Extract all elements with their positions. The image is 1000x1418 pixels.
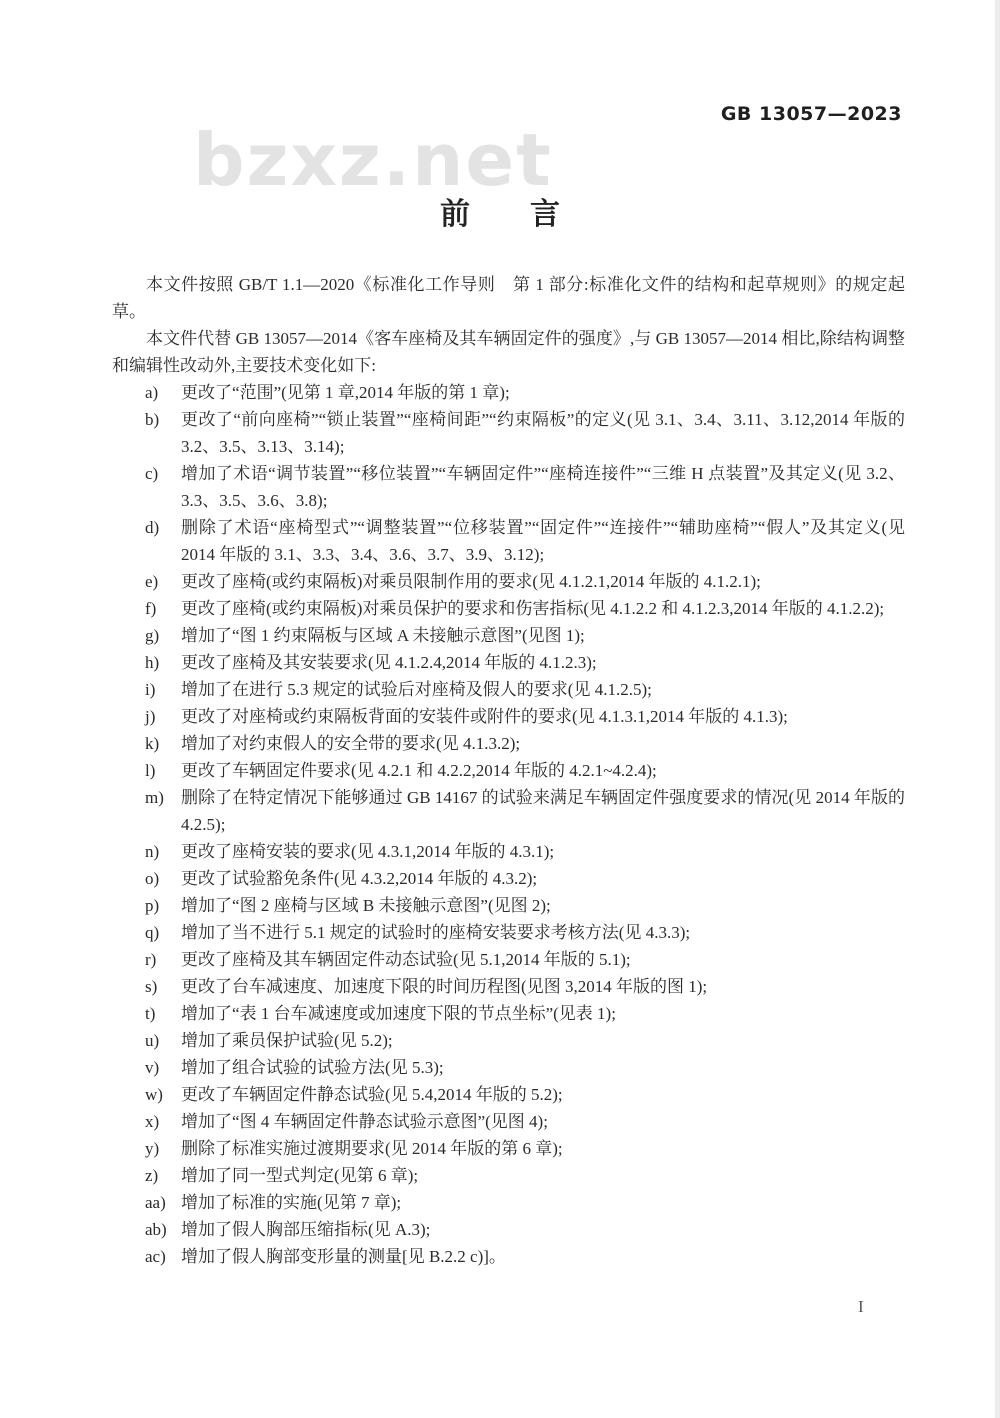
- item-label: f): [145, 599, 157, 618]
- list-item: [145, 730, 905, 757]
- item-label: ab): [145, 1220, 167, 1239]
- list-item: [145, 379, 905, 406]
- list-item: [145, 919, 905, 946]
- item-label: o): [145, 869, 160, 888]
- list-item: [145, 676, 905, 703]
- item-label: y): [145, 1139, 160, 1158]
- item-label: l): [145, 761, 156, 780]
- list-item: [145, 1054, 905, 1081]
- item-label: n): [145, 842, 160, 861]
- item-text: 更改了“前向座椅”“锁止装置”“座椅间距”“约束隔板”的定义(见 3.1、3.4、3.11、3.12,2014 年版的 3.2、3.5、3.13、3.14);: [181, 410, 905, 456]
- list-item: [145, 1081, 905, 1108]
- item-text: 更改了车辆固定件要求(见 4.2.1 和 4.2.2,2014 年版的 4.2.1~4.2.4);: [181, 761, 657, 780]
- item-text: 更改了座椅及其车辆固定件动态试验(见 5.1,2014 年版的 5.1);: [181, 950, 631, 969]
- watermark: bzxz.net: [193, 118, 553, 202]
- item-text: 更改了台车减速度、加速度下限的时间历程图(见图 3,2014 年版的图 1);: [181, 977, 708, 996]
- list-item: [145, 1162, 905, 1189]
- list-item: [145, 865, 905, 892]
- item-text: 增加了假人胸部压缩指标(见 A.3);: [181, 1220, 431, 1239]
- list-item: [145, 460, 905, 514]
- item-label: g): [145, 626, 160, 645]
- item-label: q): [145, 923, 160, 942]
- list-item: [145, 1108, 905, 1135]
- item-text: 增加了在进行 5.3 规定的试验后对座椅及假人的要求(见 4.1.2.5);: [181, 680, 652, 699]
- list-item: [145, 703, 905, 730]
- item-label: aa): [145, 1193, 166, 1212]
- list-item: [145, 1000, 905, 1027]
- list-item: [145, 1216, 905, 1243]
- list-item: [145, 1135, 905, 1162]
- item-label: w): [145, 1085, 163, 1104]
- item-label: v): [145, 1058, 160, 1077]
- item-text: 更改了座椅及其安装要求(见 4.1.2.4,2014 年版的 4.1.2.3);: [181, 653, 597, 672]
- item-label: m): [145, 788, 164, 807]
- list-item: [145, 622, 905, 649]
- item-text: 删除了术语“座椅型式”“调整装置”“位移装置”“固定件”“连接件”“辅助座椅”“假人”及其定义(见 2014 年版的 3.1、3.3、3.4、3.6、3.7、3.9、3.12);: [181, 518, 905, 564]
- item-text: 更改了试验豁免条件(见 4.3.2,2014 年版的 4.3.2);: [181, 869, 538, 888]
- list-item: [145, 406, 905, 460]
- item-text: 增加了术语“调节装置”“移位装置”“车辆固定件”“座椅连接件”“三维 H 点装置”及其定义(见 3.2、3.3、3.5、3.6、3.8);: [181, 464, 905, 510]
- intro-paragraph: 本文件代替 GB 13057—2014《客车座椅及其车辆固定件的强度》,与 GB 13057—2014 相比,除结构调整和编辑性改动外,主要技术变化如下:: [112, 329, 905, 375]
- item-text: 增加了标准的实施(见第 7 章);: [181, 1193, 402, 1212]
- item-text: 更改了“范围”(见第 1 章,2014 年版的第 1 章);: [181, 383, 510, 402]
- item-label: c): [145, 464, 159, 483]
- item-label: s): [145, 977, 158, 996]
- item-text: 更改了座椅(或约束隔板)对乘员保护的要求和伤害指标(见 4.1.2.2 和 4.1.2.3,2014 年版的 4.1.2.2);: [181, 599, 885, 618]
- item-label: u): [145, 1031, 160, 1050]
- item-label: p): [145, 896, 160, 915]
- intro-paragraph: 本文件按照 GB/T 1.1—2020《标准化工作导则 第 1 部分:标准化文件的结构和起草规则》的规定起草。: [112, 275, 905, 321]
- list-item: [145, 1027, 905, 1054]
- item-label: x): [145, 1112, 160, 1131]
- item-label: e): [145, 572, 159, 591]
- item-text: 增加了对约束假人的安全带的要求(见 4.1.3.2);: [181, 734, 521, 753]
- list-item: [145, 784, 905, 838]
- list-item: [145, 568, 905, 595]
- item-label: d): [145, 518, 160, 537]
- list-item: [145, 595, 905, 622]
- item-text: 增加了“表 1 台车减速度或加速度下限的节点坐标”(见表 1);: [181, 1004, 616, 1023]
- page-number: I: [858, 1297, 864, 1316]
- item-text: 删除了标准实施过渡期要求(见 2014 年版的第 6 章);: [181, 1139, 563, 1158]
- list-item: [145, 838, 905, 865]
- list-item: [145, 946, 905, 973]
- change-list: [112, 379, 905, 1270]
- item-text: 更改了车辆固定件静态试验(见 5.4,2014 年版的 5.2);: [181, 1085, 563, 1104]
- item-label: b): [145, 410, 160, 429]
- item-text: 增加了同一型式判定(见第 6 章);: [181, 1166, 419, 1185]
- list-item: [145, 973, 905, 1000]
- list-item: [145, 1189, 905, 1216]
- item-label: z): [145, 1166, 159, 1185]
- item-label: h): [145, 653, 160, 672]
- item-label: a): [145, 383, 159, 402]
- item-text: 增加了假人胸部变形量的测量[见 B.2.2 c)]。: [181, 1247, 506, 1266]
- list-item: [145, 649, 905, 676]
- item-label: r): [145, 950, 157, 969]
- foreword-content: [112, 271, 905, 1270]
- item-label: k): [145, 734, 160, 753]
- item-text: 增加了“图 4 车辆固定件静态试验示意图”(见图 4);: [181, 1112, 548, 1131]
- item-label: ac): [145, 1247, 166, 1266]
- item-text: 更改了座椅安装的要求(见 4.3.1,2014 年版的 4.3.1);: [181, 842, 555, 861]
- item-text: 增加了当不进行 5.1 规定的试验时的座椅安装要求考核方法(见 4.3.3);: [181, 923, 691, 942]
- list-item: [145, 892, 905, 919]
- list-item: [145, 757, 905, 784]
- foreword-title: 前 言: [440, 198, 560, 231]
- item-text: 更改了座椅(或约束隔板)对乘员限制作用的要求(见 4.1.2.1,2014 年版的 4.1.2.1);: [181, 572, 761, 591]
- item-label: i): [145, 680, 156, 699]
- item-text: 增加了“图 2 座椅与区域 B 未接触示意图”(见图 2);: [181, 896, 551, 915]
- list-item: [145, 514, 905, 568]
- item-text: 删除了在特定情况下能够通过 GB 14167 的试验来满足车辆固定件强度要求的情况(见 2014 年版的 4.2.5);: [181, 788, 905, 834]
- item-text: 增加了乘员保护试验(见 5.2);: [181, 1031, 393, 1050]
- item-label: j): [145, 707, 156, 726]
- item-text: 更改了对座椅或约束隔板背面的安装件或附件的要求(见 4.1.3.1,2014 年版的 4.1.3);: [181, 707, 788, 726]
- item-text: 增加了组合试验的试验方法(见 5.3);: [181, 1058, 444, 1077]
- list-item: [145, 1243, 905, 1270]
- item-text: 增加了“图 1 约束隔板与区域 A 未接触示意图”(见图 1);: [181, 626, 585, 645]
- standard-number: GB 13057—2023: [720, 103, 902, 125]
- item-label: t): [145, 1004, 156, 1023]
